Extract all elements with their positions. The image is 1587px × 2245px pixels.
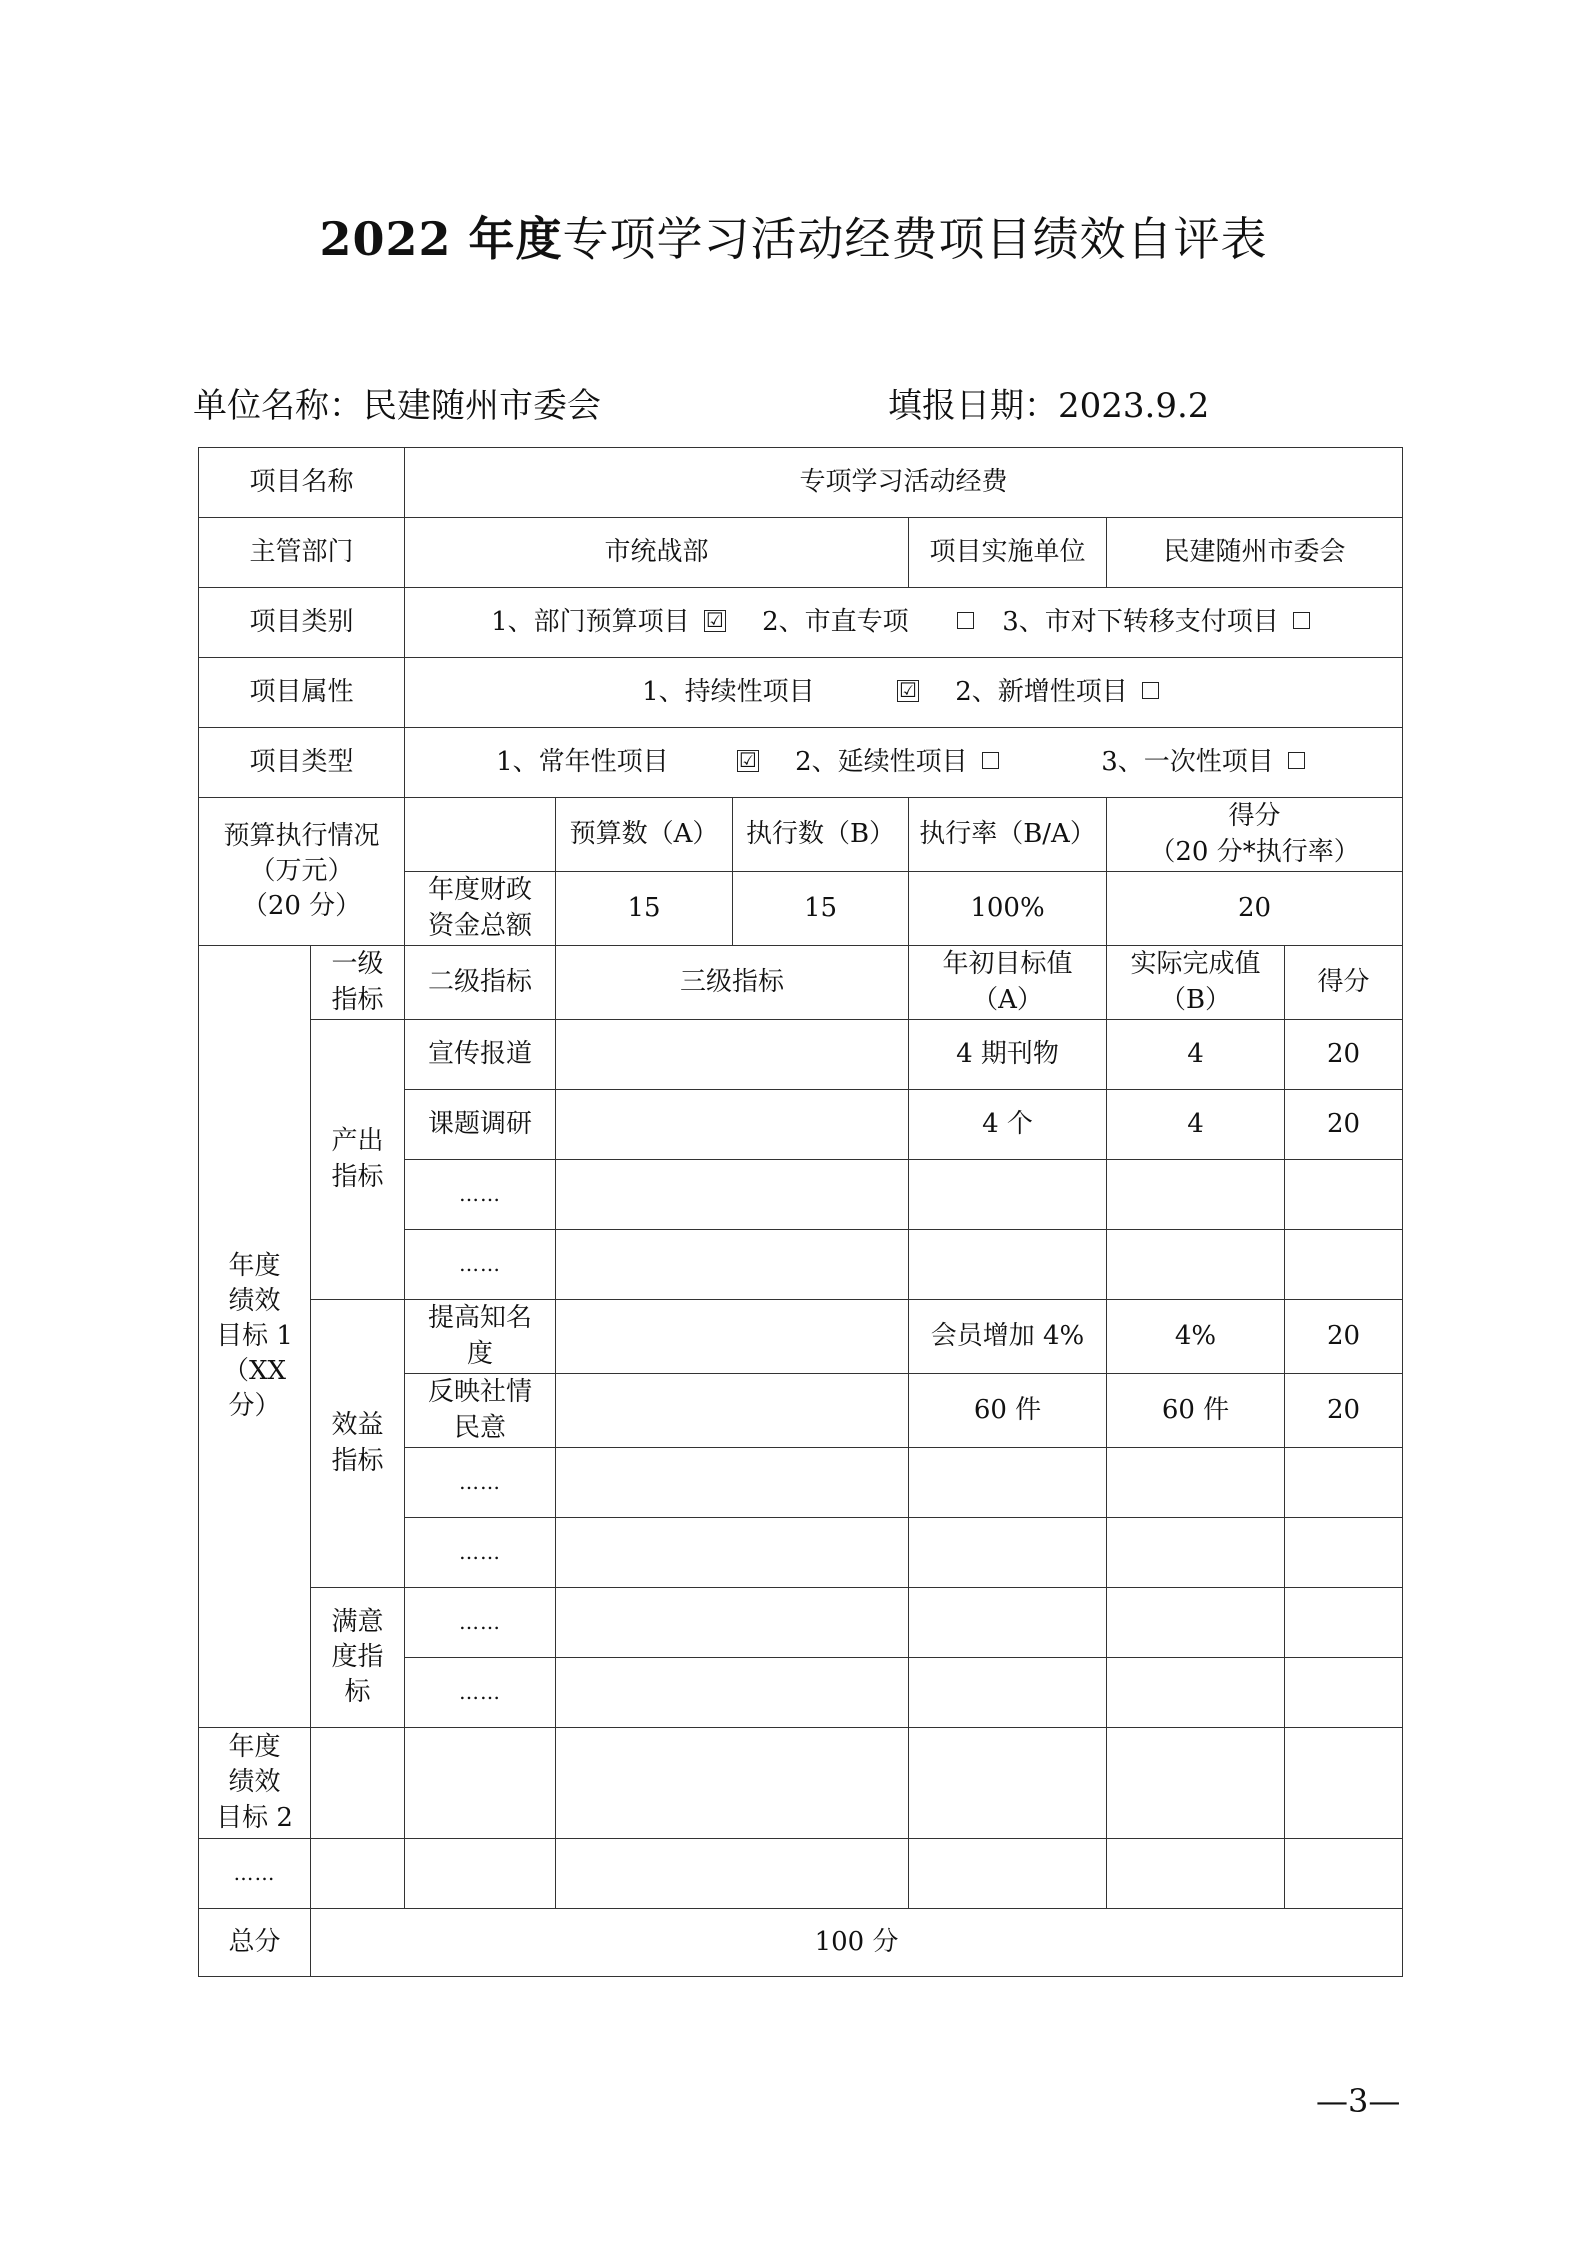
title-year: 2022 年度 [319, 212, 563, 266]
budget-a-value: 15 [556, 872, 733, 946]
indicator-target: 4 期刊物 [909, 1020, 1107, 1090]
indicator-name: 提高知名 度 [405, 1300, 556, 1374]
total-value: 100 分 [311, 1909, 1403, 1977]
category-options [405, 588, 1403, 658]
unchecked-box-icon[interactable] [957, 612, 974, 629]
output-indicator-label: 产出 指标 [311, 1020, 405, 1300]
type-opt2: 2、延续性项目 [795, 746, 968, 777]
unchecked-box-icon[interactable] [1288, 752, 1305, 769]
indicator-name-placeholder: …… [405, 1518, 556, 1588]
page-number: —3— [1316, 2082, 1401, 2120]
unit-name: 单位名称：民建随州市委会 [193, 386, 601, 426]
budget-col-b: 执行数（B） [733, 798, 909, 872]
evaluation-table [198, 447, 1403, 1977]
document-title [0, 203, 1587, 269]
indicator-score: 20 [1285, 1300, 1403, 1374]
indicator-level3 [556, 1020, 909, 1090]
type-opt1: 1、常年性项目 [496, 746, 669, 777]
row-type [199, 728, 1403, 798]
impl-unit-label: 项目实施单位 [909, 518, 1107, 588]
goal1-label: 年度 绩效 目标 1 （XX 分） [199, 946, 311, 1728]
title-text: 专项学习活动经费项目绩效自评表 [562, 212, 1268, 266]
indicator-score: 20 [1285, 1090, 1403, 1160]
indicator-name: 反映社情 民意 [405, 1374, 556, 1448]
row-goal-more [199, 1839, 1403, 1909]
indicator-name-placeholder: …… [405, 1160, 556, 1230]
row-category [199, 588, 1403, 658]
type-label: 项目类型 [199, 728, 405, 798]
indicator-actual: 4 [1107, 1020, 1285, 1090]
checked-box-icon[interactable]: ☑ [897, 680, 919, 702]
indicator-name-placeholder: …… [405, 1230, 556, 1300]
attr-opt2: 2、新增性项目 [955, 676, 1128, 707]
type-opt3: 3、一次性项目 [1101, 746, 1274, 777]
indicator-score: 20 [1285, 1020, 1403, 1090]
score-header: 得分 [1285, 946, 1403, 1020]
category-opt3: 3、市对下转移支付项目 [1002, 606, 1279, 637]
level2-header: 二级指标 [405, 946, 556, 1020]
checked-box-icon[interactable]: ☑ [704, 610, 726, 632]
budget-empty-cell [405, 798, 556, 872]
row-attribute [199, 658, 1403, 728]
attr-opt1: 1、持续性项目 [642, 676, 815, 707]
budget-col-score: 得分 （20 分*执行率） [1107, 798, 1403, 872]
row-project-name [199, 448, 1403, 518]
row-total [199, 1909, 1403, 1977]
attr-label: 项目属性 [199, 658, 405, 728]
budget-b-value: 15 [733, 872, 909, 946]
indicator-name-placeholder: …… [405, 1658, 556, 1728]
indicator-name-placeholder: …… [405, 1448, 556, 1518]
project-name-value: 专项学习活动经费 [405, 448, 1403, 518]
goal-more-placeholder: …… [199, 1839, 311, 1909]
impl-unit-value: 民建随州市委会 [1107, 518, 1403, 588]
budget-col-rate: 执行率（B/A） [909, 798, 1107, 872]
satisfaction-indicator-label: 满意 度指 标 [311, 1588, 405, 1728]
table-row [199, 1020, 1403, 1090]
indicator-name-placeholder: …… [405, 1588, 556, 1658]
indicator-target: 4 个 [909, 1090, 1107, 1160]
row-goal2 [199, 1728, 1403, 1839]
category-label: 项目类别 [199, 588, 405, 658]
unchecked-box-icon[interactable] [1293, 612, 1310, 629]
indicator-actual: 4 [1107, 1090, 1285, 1160]
row-department [199, 518, 1403, 588]
budget-row-label: 年度财政 资金总额 [405, 872, 556, 946]
level3-header: 三级指标 [556, 946, 909, 1020]
budget-col-a: 预算数（A） [556, 798, 733, 872]
indicator-level3 [556, 1090, 909, 1160]
category-opt1: 1、部门预算项目 [491, 606, 690, 637]
total-label: 总分 [199, 1909, 311, 1977]
benefit-indicator-label: 效益 指标 [311, 1300, 405, 1588]
project-name-label: 项目名称 [199, 448, 405, 518]
indicator-actual: 60 件 [1107, 1374, 1285, 1448]
budget-label: 预算执行情况 （万元） （20 分） [199, 798, 405, 946]
unchecked-box-icon[interactable] [982, 752, 999, 769]
indicator-name: 课题调研 [405, 1090, 556, 1160]
indicator-name: 宣传报道 [405, 1020, 556, 1090]
target-header: 年初目标值 （A） [909, 946, 1107, 1020]
indicator-score: 20 [1285, 1374, 1403, 1448]
indicator-target: 60 件 [909, 1374, 1107, 1448]
type-options [405, 728, 1403, 798]
indicator-target: 会员增加 4% [909, 1300, 1107, 1374]
row-indicator-header [199, 946, 1403, 1020]
level1-header: 一级 指标 [311, 946, 405, 1020]
actual-header: 实际完成值 （B） [1107, 946, 1285, 1020]
dept-value: 市统战部 [405, 518, 909, 588]
table-row [199, 1300, 1403, 1374]
goal2-label: 年度 绩效 目标 2 [199, 1728, 311, 1839]
attr-options [405, 658, 1403, 728]
indicator-level3 [556, 1300, 909, 1374]
checked-box-icon[interactable]: ☑ [737, 750, 759, 772]
category-opt2: 2、市直专项 [762, 606, 909, 637]
report-date: 填报日期：2023.9.2 [888, 386, 1210, 426]
indicator-level3 [556, 1374, 909, 1448]
table-row [199, 1588, 1403, 1658]
unchecked-box-icon[interactable] [1142, 682, 1159, 699]
row-budget-header [199, 798, 1403, 872]
indicator-actual: 4% [1107, 1300, 1285, 1374]
dept-label: 主管部门 [199, 518, 405, 588]
budget-rate-value: 100% [909, 872, 1107, 946]
budget-score-value: 20 [1107, 872, 1403, 946]
